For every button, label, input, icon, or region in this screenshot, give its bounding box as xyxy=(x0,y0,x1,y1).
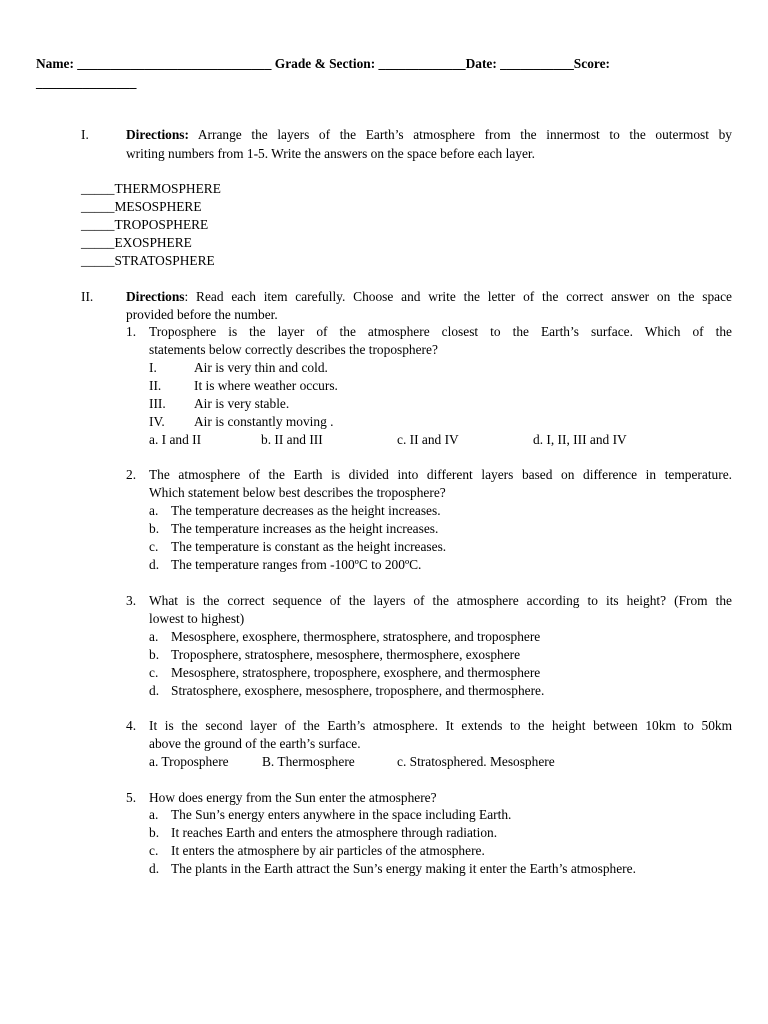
section-2-directions-line-2: provided before the number. xyxy=(126,307,278,322)
question-5-line-1: How does energy from the Sun enter the atmosphere? xyxy=(149,790,437,805)
question-1-line-2: statements below correctly describes the troposphere? xyxy=(149,342,438,357)
section-1-directions-line-1 xyxy=(126,126,732,144)
section-2-numeral: II. xyxy=(81,289,94,304)
layer-item: _____STRATOSPHERE xyxy=(81,253,215,268)
choice-letter: c. xyxy=(149,539,159,554)
statement-text: Air is very thin and cold. xyxy=(194,360,328,375)
choice-c: c. II and IV xyxy=(397,432,459,447)
statement-text: Air is constantly moving . xyxy=(194,414,334,429)
section-1-directions-label: Directions: xyxy=(126,127,189,142)
choice-b: b. II and III xyxy=(261,432,323,447)
choice-letter: d. xyxy=(149,683,160,698)
question-5-number: 5. xyxy=(126,790,137,805)
choice-text: The temperature is constant as the height increases. xyxy=(171,539,447,554)
choice-letter: a. xyxy=(149,503,159,518)
choice-letter: b. xyxy=(149,825,160,840)
choice-letter: d. xyxy=(149,861,160,876)
question-1-line-1: Troposphere is the layer of the atmosphere closest to the Earth’s surface. Which of the xyxy=(149,324,732,339)
choice-letter: d. xyxy=(149,557,160,572)
choice-text: The Sun’s energy enters anywhere in the space including Earth. xyxy=(171,807,512,822)
layer-item: _____THERMOSPHERE xyxy=(81,181,221,196)
layer-item: _____MESOSPHERE xyxy=(81,199,202,214)
choice-d: d. I, II, III and IV xyxy=(533,432,627,447)
choice-text: Troposphere, stratosphere, mesosphere, thermosphere, exosphere xyxy=(171,647,521,662)
layer-item: _____EXOSPHERE xyxy=(81,235,192,250)
choice-text: Mesosphere, exosphere, thermosphere, stratosphere, and troposphere xyxy=(171,629,541,644)
section-2-directions-label: Directions xyxy=(126,289,185,304)
choice-c-d: c. Stratosphered. Mesosphere xyxy=(397,754,555,769)
choice-text: The temperature decreases as the height increases. xyxy=(171,503,441,518)
question-3-line-2: lowest to highest) xyxy=(149,611,245,626)
section-2-directions-line-1 xyxy=(126,288,732,306)
statement-number: I. xyxy=(149,360,157,375)
question-2-number: 2. xyxy=(126,467,137,482)
choice-text: Mesosphere, stratosphere, troposphere, exosphere, and thermosphere xyxy=(171,665,541,680)
choice-text: Stratosphere, exosphere, mesosphere, troposphere, and thermosphere. xyxy=(171,683,545,698)
choice-text: It enters the atmosphere by air particles of the atmosphere. xyxy=(171,843,485,858)
question-1-number: 1. xyxy=(126,324,137,339)
section-2-directions-text: : Read each item carefully. Choose and write the letter of the correct answer on the space xyxy=(184,289,732,304)
choice-letter: b. xyxy=(149,521,160,536)
section-1-numeral: I. xyxy=(81,127,89,142)
section-1-directions-line-2: writing numbers from 1-5. Write the answers on the space before each layer. xyxy=(126,146,535,161)
statement-number: IV. xyxy=(149,414,165,429)
statement-text: Air is very stable. xyxy=(194,396,290,411)
statement-text: It is where weather occurs. xyxy=(194,378,338,393)
choice-text: The temperature increases as the height increases. xyxy=(171,521,439,536)
question-3-line-1: What is the correct sequence of the layers of the atmosphere according to its height? (From the xyxy=(149,593,732,608)
statement-number: II. xyxy=(149,378,162,393)
choice-a: a. I and II xyxy=(149,432,202,447)
header-line-2: _______________ xyxy=(36,75,137,90)
choice-letter: b. xyxy=(149,647,160,662)
question-4-line-2: above the ground of the earth’s surface. xyxy=(149,736,361,751)
question-2-line-2: Which statement below best describes the troposphere? xyxy=(149,485,446,500)
choice-letter: c. xyxy=(149,665,159,680)
choice-letter: a. xyxy=(149,629,159,644)
choice-letter: a. xyxy=(149,807,159,822)
layer-item: _____TROPOSPHERE xyxy=(81,217,209,232)
question-3-number: 3. xyxy=(126,593,137,608)
choice-text: The plants in the Earth attract the Sun’s energy making it enter the Earth’s atmosphere. xyxy=(171,861,636,876)
question-2-line-1: The atmosphere of the Earth is divided into different layers based on difference in temperature. xyxy=(149,467,732,482)
choice-letter: c. xyxy=(149,843,159,858)
question-4-number: 4. xyxy=(126,718,137,733)
section-1-directions-text: Arrange the layers of the Earth’s atmosphere from the innermost to the outermost by xyxy=(188,127,732,142)
question-4-line-1: It is the second layer of the Earth’s atmosphere. It extends to the height between 10km to 50km xyxy=(149,718,732,733)
header-line-1: Name: _____________________________ Grade & Section: _____________Date: ___________Score: xyxy=(36,56,610,71)
choice-a: a. Troposphere xyxy=(149,754,229,769)
choice-text: It reaches Earth and enters the atmosphere through radiation. xyxy=(171,825,498,840)
statement-number: III. xyxy=(149,396,166,411)
choice-b: B. Thermosphere xyxy=(262,754,355,769)
choice-text: The temperature ranges from -100ºC to 200ºC. xyxy=(171,557,422,572)
